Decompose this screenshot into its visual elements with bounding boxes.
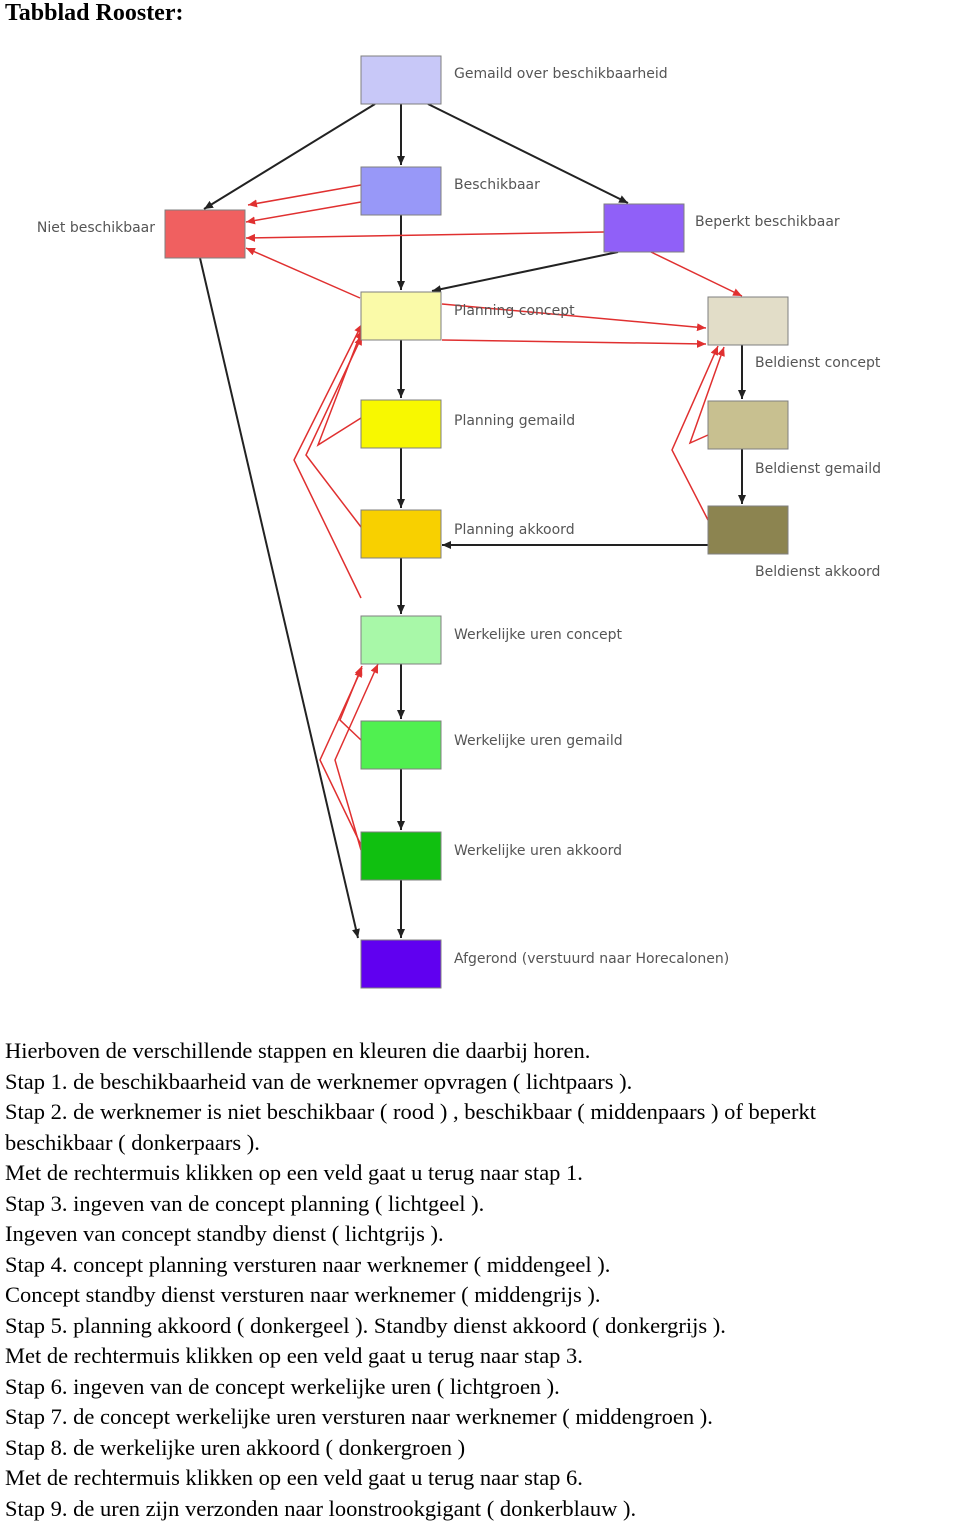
description-line: Stap 9. de uren zijn verzonden naar loonstrookgigant ( donkerblauw ).	[5, 1495, 637, 1521]
node-box	[361, 940, 441, 988]
description-line: Stap 2. de werknemer is niet beschikbaar ( rood ) , beschikbaar ( middenpaars ) of beperkt	[5, 1099, 816, 1124]
flow-arrow	[204, 104, 375, 209]
return-arrow	[442, 340, 706, 344]
description-line: Stap 1. de beschikbaarheid van de werknemer opvragen ( lichtpaars ).	[5, 1068, 633, 1094]
return-arrow	[306, 336, 362, 527]
node-beperkt	[604, 204, 840, 252]
return-arrow	[340, 666, 362, 740]
description-line: Stap 5. planning akkoord ( donkergeel ). Standby dienst akkoord ( donkergrijs ).	[5, 1312, 726, 1338]
node-label: Planning concept	[454, 303, 575, 319]
node-wconcept	[361, 616, 623, 664]
description-line: Stap 4. concept planning versturen naar werknemer ( middengeel ).	[5, 1251, 611, 1277]
node-box	[361, 721, 441, 769]
node-label: Beschikbaar	[454, 177, 540, 193]
return-arrow	[246, 202, 361, 222]
node-label: Gemaild over beschikbaarheid	[454, 66, 668, 82]
node-box	[708, 401, 788, 449]
node-bgemaild	[708, 401, 881, 477]
node-label: Niet beschikbaar	[36, 220, 155, 236]
description-line: Met de rechtermuis klikken op een veld gaat u terug naar stap 3.	[5, 1343, 583, 1368]
node-label: Werkelijke uren gemaild	[454, 733, 623, 749]
description-line: Concept standby dienst versturen naar werknemer ( middengrijs ).	[5, 1282, 601, 1307]
node-afgerond	[361, 940, 729, 988]
node-box	[361, 56, 441, 104]
description	[5, 1036, 960, 1524]
return-arrow	[320, 668, 362, 845]
node-label: Planning akkoord	[454, 522, 575, 538]
description-line: Met de rechtermuis klikken op een veld gaat u terug naar stap 6.	[5, 1465, 583, 1490]
return-arrow	[318, 330, 362, 445]
node-box	[708, 297, 788, 345]
node-box	[708, 506, 788, 554]
return-arrow	[651, 252, 742, 296]
node-box	[361, 832, 441, 880]
return-arrow	[294, 324, 362, 598]
return-arrow	[246, 232, 604, 238]
node-label: Werkelijke uren concept	[454, 627, 623, 643]
node-label: Beldienst gemaild	[755, 461, 881, 477]
node-label: Beldienst concept	[755, 355, 881, 371]
description-line: Stap 6. ingeven van de concept werkelijke uren ( lichtgroen ).	[5, 1373, 560, 1399]
return-arrow	[248, 185, 361, 205]
description-line: Hierboven de verschillende stappen en kleuren die daarbij horen.	[5, 1038, 591, 1063]
node-bakkoord	[708, 506, 880, 580]
description-line: Met de rechtermuis klikken op een veld gaat u terug naar stap 1.	[5, 1160, 583, 1185]
node-gemaild	[361, 56, 668, 104]
node-label: Werkelijke uren akkoord	[454, 843, 623, 859]
node-wakkoord	[361, 832, 622, 880]
node-pgemaild	[361, 400, 575, 448]
node-beschikbaar	[361, 167, 540, 215]
node-box	[165, 210, 245, 258]
node-pconcept	[361, 292, 575, 340]
node-label: Planning gemaild	[454, 413, 576, 429]
description-line: Stap 7. de concept werkelijke uren versturen naar werknemer ( middengroen ).	[5, 1404, 713, 1429]
description-line: beschikbaar ( donkerpaars ).	[5, 1129, 260, 1155]
flow-arrow	[432, 252, 618, 291]
node-niet	[37, 210, 245, 258]
node-box	[361, 400, 441, 448]
description-line: Stap 3. ingeven van de concept planning ( lichtgeel ).	[5, 1190, 485, 1216]
node-pakkoord	[361, 510, 575, 558]
node-box	[361, 167, 441, 215]
node-bconcept	[708, 297, 881, 371]
node-box	[604, 204, 684, 252]
node-label: Beperkt beschikbaar	[695, 214, 840, 230]
description-line: Stap 8. de werkelijke uren akkoord ( donkergroen )	[5, 1434, 466, 1460]
node-box	[361, 510, 441, 558]
node-box	[361, 292, 441, 340]
page-title: Tabblad Rooster:	[5, 0, 184, 26]
flow-arrow	[200, 258, 358, 938]
return-arrow	[246, 248, 360, 298]
node-box	[361, 616, 441, 664]
node-label: Afgerond (verstuurd naar Horecalonen)	[454, 951, 730, 967]
node-wgemaild	[361, 721, 623, 769]
description-line: Ingeven van concept standby dienst ( lichtgrijs ).	[5, 1221, 444, 1246]
node-label: Beldienst akkoord	[755, 564, 881, 580]
